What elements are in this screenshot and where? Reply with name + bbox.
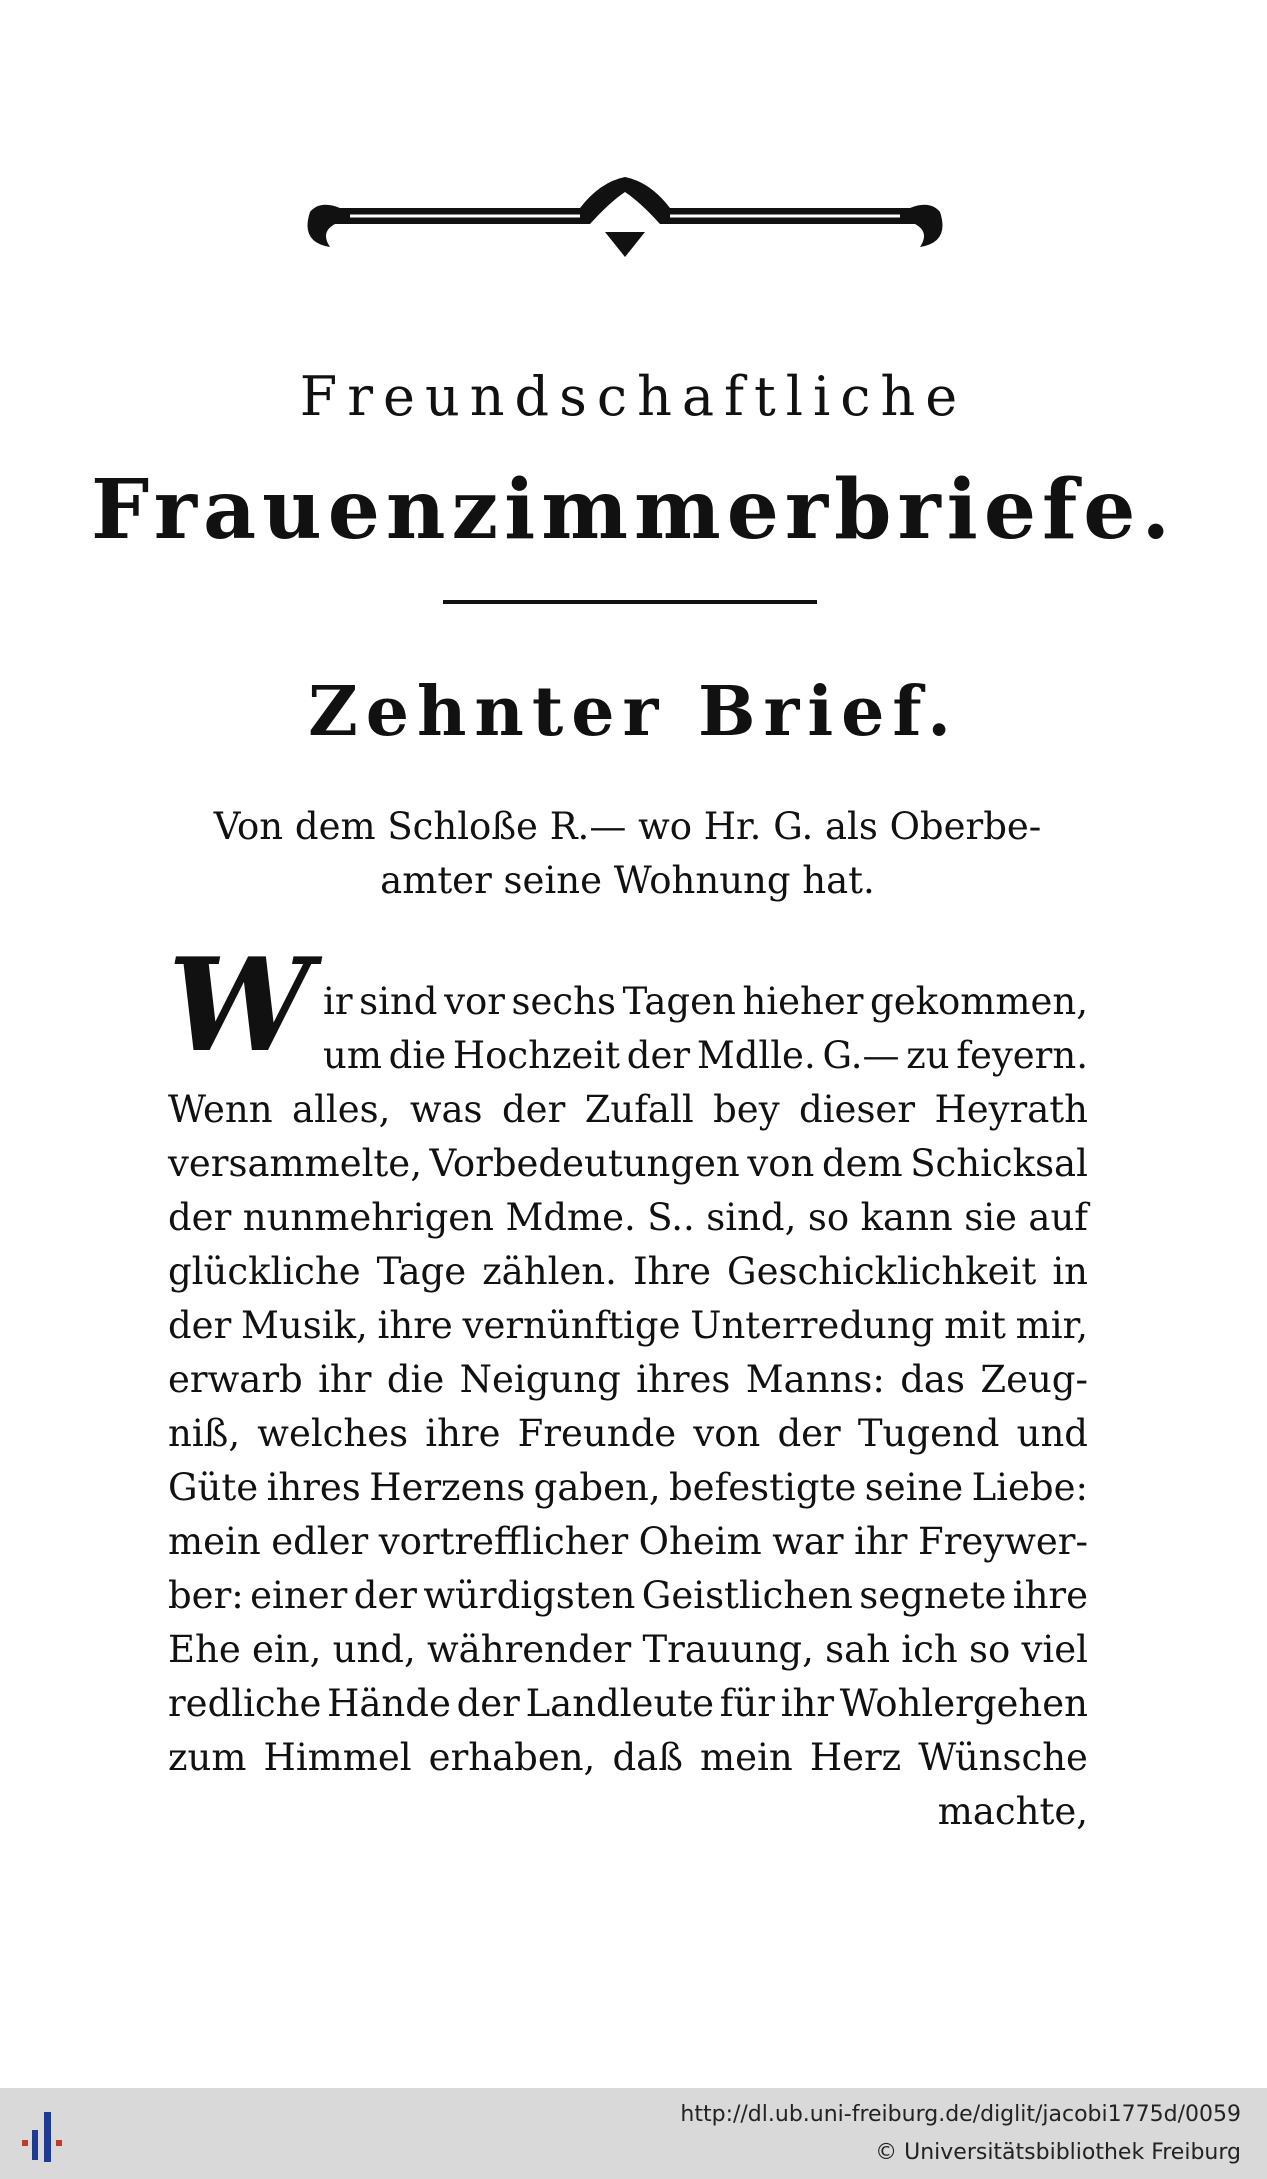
body-line: der nunmehrigen Mdme. S.. sind, so kann sie auf (168, 1196, 1088, 1239)
drop-capital-letter: W (168, 931, 312, 1081)
subtitle-line1: Von dem Schloße R.— wo Hr. G. als Oberbe- (213, 805, 1042, 848)
body-line: redliche Hände der Landleute für ihr Wohlergehen (168, 1682, 1088, 1725)
copyright-notice: © Universitätsbibliothek Freiburg (875, 2140, 1241, 2165)
viewer-footer (0, 2088, 1267, 2179)
permalink-url[interactable]: http://dl.ub.uni-freiburg.de/diglit/jacobi1775d/0059 (680, 2102, 1241, 2127)
body-line: mein edler vortrefflicher Oheim war ihr Freywer- (168, 1520, 1088, 1563)
book-title-line1: Freundschaftliche (299, 365, 968, 428)
letter-title: Zehnter Brief. (308, 672, 959, 752)
body-line: Güte ihres Herzens gaben, befestigte seine Liebe: (168, 1466, 1088, 1509)
ornament-headpiece-icon (290, 172, 960, 262)
letter-body (168, 975, 1088, 1839)
letter-subtitle (165, 800, 1090, 908)
divider-rule (443, 600, 817, 604)
body-line: um die Hochzeit der Mdlle. G.— zu feyern. (323, 1034, 1088, 1077)
body-line: versammelte, Vorbedeutungen von dem Schicksal (168, 1142, 1088, 1185)
body-line: glückliche Tage zählen. Ihre Geschicklichkeit in (168, 1250, 1088, 1293)
body-line: niß, welches ihre Freunde von der Tugend und (168, 1412, 1088, 1455)
book-title-line2: Frauenzimmerbriefe. (91, 462, 1176, 558)
body-line: der Musik, ihre vernünftige Unterredung mit mir, (168, 1304, 1088, 1347)
body-line: Wenn alles, was der Zufall bey dieser Heyrath (168, 1088, 1088, 1131)
body-line: zum Himmel erhaben, daß mein Herz Wünsche (168, 1736, 1088, 1779)
body-line: erwarb ihr die Neigung ihres Manns: das Zeug- (168, 1358, 1088, 1401)
body-line: ir sind vor sechs Tagen hieher gekommen, (323, 980, 1088, 1023)
catchword: machte, (937, 1790, 1088, 1833)
subtitle-line2: amter seine Wohnung hat. (380, 859, 875, 902)
library-logo-icon (18, 2106, 78, 2166)
body-line: ber: einer der würdigsten Geistlichen segnete ihre (168, 1574, 1088, 1617)
body-line: Ehe ein, und, währender Trauung, sah ich so viel (168, 1628, 1088, 1671)
